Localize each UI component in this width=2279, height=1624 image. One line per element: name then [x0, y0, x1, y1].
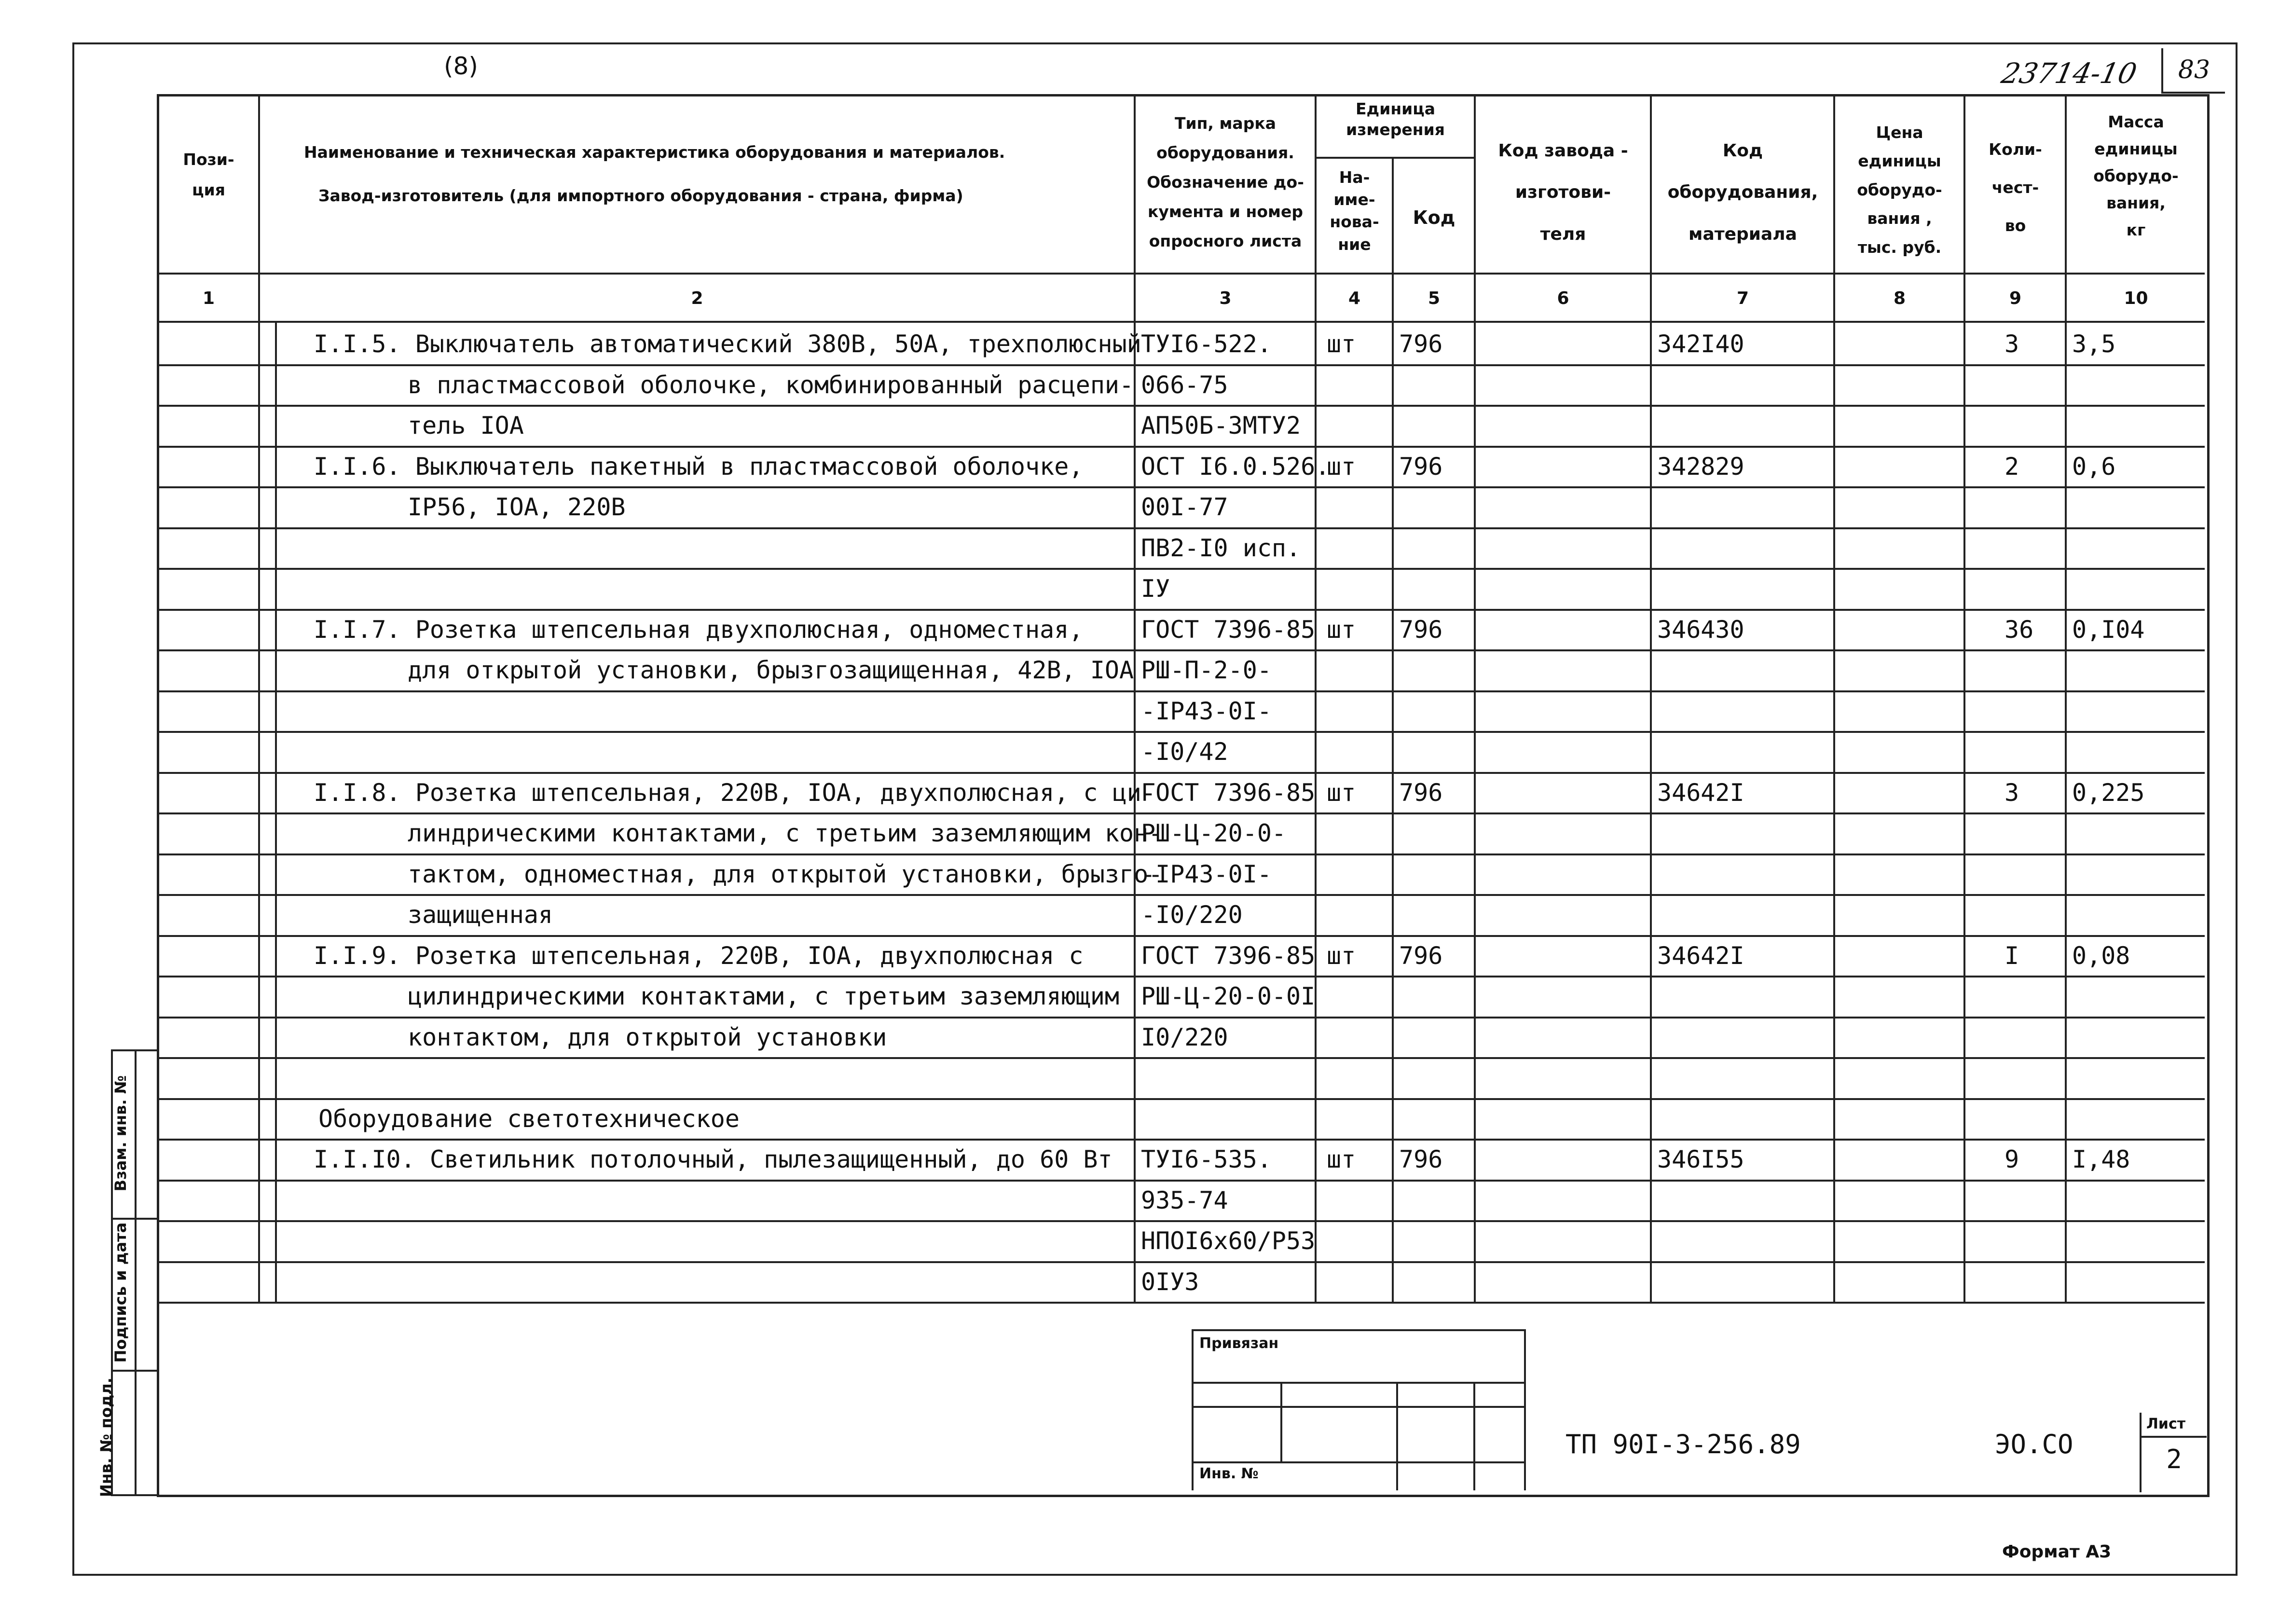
cell-c3: -IP43-0I-	[1141, 697, 1272, 725]
body-col-line	[1134, 321, 1136, 1303]
cell-c2: линдрическими контактами, с третьим заземляющим кон-	[408, 819, 1163, 847]
header-unit-code: Код	[1413, 207, 1455, 228]
list-label: Лист	[2146, 1416, 2186, 1432]
priv-v-1	[1280, 1382, 1282, 1461]
cell-c5: 796	[1399, 452, 1443, 481]
cell-c4: шт	[1327, 615, 1356, 644]
cell-c3: ГОСТ 7396-85	[1141, 615, 1316, 644]
col-line-5	[1474, 94, 1476, 321]
row-line	[157, 649, 2205, 651]
row-line	[157, 894, 2205, 896]
side-label-vzam: Взам. инв. №	[111, 1075, 130, 1192]
priv-v-2	[1396, 1382, 1398, 1490]
body-col-line	[2065, 321, 2067, 1303]
side-label-inv-podl: Инв. № подл.	[97, 1377, 115, 1497]
body-col-line	[258, 321, 260, 1303]
colnum-7: 7	[1736, 289, 1749, 308]
colnum-5: 5	[1428, 289, 1441, 308]
body-col-line	[1650, 321, 1652, 1303]
body-col-line	[1474, 321, 1476, 1303]
cell-c4: шт	[1327, 330, 1356, 358]
cell-c7: 342829	[1657, 452, 1744, 481]
colnum-3: 3	[1219, 289, 1232, 308]
colnum-4: 4	[1348, 289, 1361, 308]
cell-c3: РШ-Ц-20-0-0I	[1141, 982, 1316, 1010]
cell-c10: 0,I04	[2072, 615, 2145, 644]
col-line-8	[1963, 94, 1965, 321]
row-line	[157, 935, 2205, 937]
cell-c3: ГОСТ 7396-85	[1141, 778, 1316, 807]
cell-c5: 796	[1399, 330, 1443, 358]
cell-c10: 0,225	[2072, 778, 2145, 807]
cell-c2: I.I.6. Выключатель пакетный в пластмассовой оболочке,	[314, 452, 1084, 481]
cell-c3: ТУI6-535.	[1141, 1145, 1272, 1173]
col-line-4	[1392, 157, 1394, 321]
cell-c9: 36	[2004, 615, 2034, 644]
cell-c3: 00I-77	[1141, 493, 1228, 521]
cell-c7: 346430	[1657, 615, 1744, 644]
cell-c2: тактом, одноместная, для открытой установки, брызго-	[408, 860, 1163, 888]
row-line	[157, 731, 2205, 733]
cell-c10: 0,08	[2072, 941, 2130, 970]
cell-c2: для открытой установки, брызгозащищенная, 42В, IOA	[408, 656, 1134, 684]
cell-c3: I0/220	[1141, 1023, 1228, 1051]
col-line-9	[2065, 94, 2067, 321]
cell-c4: шт	[1327, 941, 1356, 970]
colnum-9: 9	[2009, 289, 2022, 308]
side-label-podpis: Подпись и дата	[111, 1222, 130, 1363]
cell-c3: -I0/42	[1141, 738, 1228, 766]
header-unit-group: Единица измерения	[1346, 99, 1445, 139]
row-line	[157, 1220, 2205, 1222]
cell-c2: IP56, IOA, 220В	[408, 493, 626, 521]
cell-c9: 2	[2004, 452, 2019, 481]
cell-c3: ПВ2-I0 исп.	[1141, 534, 1301, 562]
row-line	[157, 446, 2205, 448]
col-line-2	[1134, 94, 1136, 321]
row-line	[157, 1057, 2205, 1059]
body-col-line	[275, 321, 277, 1303]
privyazan-label: Привязан	[1199, 1335, 1279, 1352]
row-line	[157, 772, 2205, 774]
cell-c3: -IP43-0I-	[1141, 860, 1272, 888]
cell-c9: 3	[2004, 330, 2019, 358]
cell-c5: 796	[1399, 615, 1443, 644]
header-unit-name: На- име- нова- ние	[1330, 168, 1379, 254]
row-line	[157, 364, 2205, 366]
cell-c9: 3	[2004, 778, 2019, 807]
row-line	[157, 405, 2205, 407]
header-type: Тип, марка оборудования. Обозначение до- кумента и номер опросного листа	[1147, 114, 1304, 251]
body-col-line	[1392, 321, 1394, 1303]
row-line	[157, 1261, 2205, 1263]
cell-c2: I.I.9. Розетка штепсельная, 220В, IOA, двухполюсная с	[314, 941, 1084, 970]
row-line	[157, 690, 2205, 692]
list-box	[2140, 1413, 2207, 1492]
cell-c4: шт	[1327, 452, 1356, 481]
cell-c3: 066-75	[1141, 371, 1228, 399]
cell-c5: 796	[1399, 1145, 1443, 1173]
list-number: 2	[2166, 1444, 2182, 1474]
unit-group-line	[1315, 157, 1474, 159]
cell-c2: I.I.I0. Светильник потолочный, пылезащищенный, до 60 Вт	[314, 1145, 1112, 1173]
row-line	[157, 609, 2205, 611]
inv-no-label: Инв. №	[1199, 1465, 1259, 1482]
cell-c9: 9	[2004, 1145, 2019, 1173]
row-line	[157, 486, 2205, 488]
cell-c10: I,48	[2072, 1145, 2130, 1173]
header-quantity: Коли- чест- во	[1989, 140, 2042, 235]
row-line	[157, 1139, 2205, 1141]
header-factory-code: Код завода - изготови- теля	[1498, 141, 1628, 244]
cell-c3: РШ-П-2-0-	[1141, 656, 1272, 684]
row-line	[157, 1180, 2205, 1182]
colnum-8: 8	[1893, 289, 1906, 308]
header-equipment-code: Код оборудования, материала	[1667, 141, 1818, 244]
header-price: Цена единицы оборудо- вания , тыс. руб.	[1857, 123, 1942, 257]
cell-c3: НПОI6х60/Р53	[1141, 1227, 1316, 1255]
colnum-10: 10	[2124, 289, 2148, 308]
section-code: ЭО.СО	[1995, 1429, 2073, 1459]
page-label: (8)	[444, 52, 478, 80]
row-line	[157, 976, 2205, 977]
privyazan-block	[1192, 1329, 1526, 1490]
cell-c2: I.I.8. Розетка штепсельная, 220В, IOA, двухполюсная, с ци-	[314, 778, 1156, 807]
cell-c2: в пластмассовой оболочке, комбинированный расцепи-	[408, 371, 1134, 399]
cell-c3: РШ-Ц-20-0-	[1141, 819, 1287, 847]
cell-c9: I	[2004, 941, 2019, 970]
list-line	[2142, 1436, 2207, 1438]
cell-c5: 796	[1399, 778, 1443, 807]
cell-c3: 0IУ3	[1141, 1267, 1199, 1296]
cell-c3: ГОСТ 7396-85	[1141, 941, 1316, 970]
col-line-3	[1315, 94, 1317, 321]
row-line	[157, 812, 2205, 814]
row-line	[157, 853, 2205, 855]
header-position: Пози- ция	[183, 150, 234, 199]
priv-v-3	[1473, 1382, 1475, 1490]
doc-code: ТП 90I-3-256.89	[1565, 1429, 1801, 1459]
col-line-6	[1650, 94, 1652, 321]
sheet-number: 83	[2178, 55, 2210, 84]
colnum-6: 6	[1557, 289, 1569, 308]
format-label: Формат А3	[2002, 1542, 2112, 1562]
cell-c10: 0,6	[2072, 452, 2116, 481]
row-line	[157, 527, 2205, 529]
cell-c7: 34642I	[1657, 778, 1744, 807]
cell-c2: Оборудование светотехническое	[318, 1104, 740, 1133]
cell-c7: 34642I	[1657, 941, 1744, 970]
colnum-2: 2	[691, 289, 703, 308]
body-col-line	[1963, 321, 1965, 1303]
cell-c3: -I0/220	[1141, 901, 1243, 929]
cell-c3: ТУI6-522.	[1141, 330, 1272, 358]
row-line	[157, 568, 2205, 570]
col-line-7	[1833, 94, 1835, 321]
header-bottom-line	[157, 273, 2205, 275]
cell-c2: контактом, для открытой установки	[408, 1023, 887, 1051]
side-line-v	[135, 1051, 137, 1494]
cell-c2: защищенная	[408, 901, 553, 929]
cell-c3: АП50Б-3МТУ2	[1141, 412, 1301, 440]
cell-c3: 935-74	[1141, 1186, 1228, 1214]
header-name-line2: Завод-изготовитель (для импортного оборудования - страна, фирма)	[318, 186, 963, 205]
header-name-line1: Наименование и техническая характеристика оборудования и материалов.	[304, 143, 1005, 162]
cell-c5: 796	[1399, 941, 1443, 970]
cell-c7: 342I40	[1657, 330, 1744, 358]
col-line-1	[258, 94, 260, 321]
cell-c3: ОСТ I6.0.526.	[1141, 452, 1330, 481]
handwritten-id: 23714-10	[1998, 57, 2140, 90]
row-line	[157, 1098, 2205, 1100]
number-row-line	[157, 321, 2205, 323]
header-mass: Масса единицы оборудо- вания, кг	[2093, 112, 2179, 240]
cell-c2: цилиндрическими контактами, с третьим заземляющим	[408, 982, 1120, 1010]
sheet-number-box	[2161, 48, 2225, 94]
body-col-line	[1833, 321, 1835, 1303]
row-line	[157, 1302, 2205, 1304]
cell-c4: шт	[1327, 778, 1356, 807]
cell-c2: тель IOA	[408, 412, 524, 440]
cell-c2: I.I.7. Розетка штепсельная двухполюсная, одноместная,	[314, 615, 1084, 644]
cell-c3: IУ	[1141, 575, 1170, 603]
cell-c2: I.I.5. Выключатель автоматический 380В, 50А, трехполюсный	[314, 330, 1141, 358]
row-line	[157, 1017, 2205, 1018]
cell-c4: шт	[1327, 1145, 1356, 1173]
cell-c10: 3,5	[2072, 330, 2116, 358]
colnum-1: 1	[202, 289, 215, 308]
cell-c7: 346I55	[1657, 1145, 1744, 1173]
